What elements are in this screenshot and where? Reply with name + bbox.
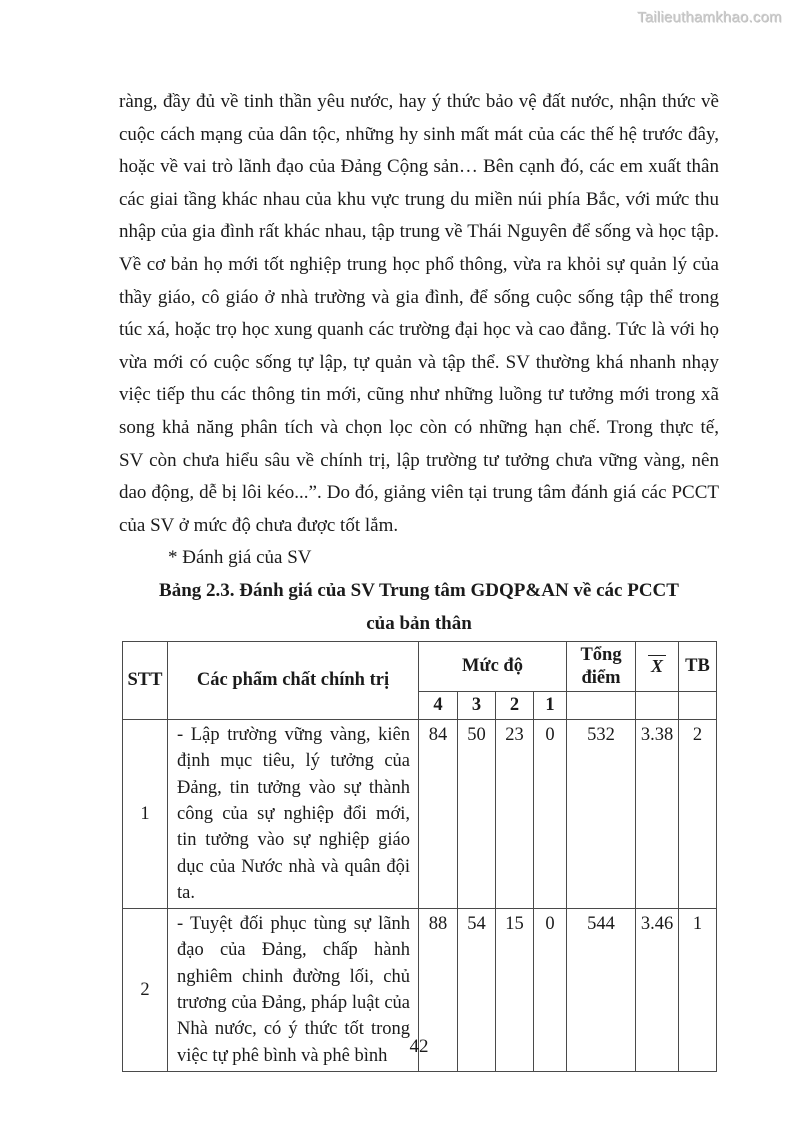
table-header-row-1 [123,642,717,692]
body-line: hoặc về vai trò lãnh đạo của Đảng Cộng sản… Bên cạnh đó, các em xuất thân [119,156,719,178]
cell-level-2: 23 [496,720,534,909]
cell-total: 532 [567,720,636,909]
header-level: Mức độ [419,642,567,692]
header-level-4: 4 [419,692,458,720]
body-line: SV còn chưa hiểu sâu về chính trị, lập trường tư tưởng chưa vững vàng, nên [119,449,719,471]
body-line: nhập của gia đình rất khác nhau, tập trung về Thái Nguyên để sống và học tập. [119,221,719,243]
cell-level-1: 0 [534,909,567,1072]
header-total: Tổng điểm [567,642,636,692]
header-level-1: 1 [534,692,567,720]
body-line: ràng, đầy đủ về tinh thần yêu nước, hay ý thức bảo vệ đất nước, nhận thức về [119,91,719,112]
table-caption-line1: Bảng 2.3. Đánh giá của SV Trung tâm GDQP&AN về các PCCT [159,579,679,601]
cell-mean: 3.38 [636,720,679,909]
body-line: thầy giáo, cô giáo ở nhà trường và gia đình, để sống cuộc sống tập thể trong [119,286,719,308]
header-mean [636,642,679,692]
empty-cell [636,692,679,720]
cell-mean: 3.46 [636,909,679,1072]
header-rank: TB [679,642,717,692]
cell-level-3: 54 [458,909,496,1072]
cell-quality: - Lập trường vững vàng, kiên định mục tiêu, lý tưởng của Đảng, tin tưởng vào sự thành công của sự nghiệp đổi mới, tin tưởng vào sự nghiệp giáo dục của Nước nhà và quân đội ta. [168,720,419,909]
cell-stt: 1 [123,720,168,909]
cell-total: 544 [567,909,636,1072]
cell-rank: 1 [679,909,717,1072]
subheading: * Đánh giá của SV [168,547,312,569]
body-line: của SV ở mức độ chưa được tốt lắm. [119,514,399,536]
cell-level-2: 15 [496,909,534,1072]
page-content [119,86,719,1072]
body-line: cuộc cách mạng của dân tộc, những hy sinh mất mát của các thế hệ trước đây, [119,123,719,145]
empty-cell [567,692,636,720]
body-line: dao động, dễ bị lôi kéo...”. Do đó, giảng viên tại trung tâm đánh giá các PCCT [119,482,719,504]
cell-stt: 2 [123,909,168,1072]
header-quality: Các phẩm chất chính trị [168,642,419,720]
cell-level-4: 88 [419,909,458,1072]
header-level-2: 2 [496,692,534,720]
body-line: song khả năng phân tích và chọn lọc còn có những hạn chế. Trong thực tế, [119,416,719,438]
table-row [123,720,717,909]
watermark: Tailieuthamkhao.com [637,9,782,26]
cell-quality: - Tuyệt đối phục tùng sự lãnh đạo của Đảng, chấp hành nghiêm chinh đường lối, chủ trương của Đảng, pháp luật của Nhà nước, có ý thức tốt trong việc tự phê bình và phê bình [168,909,419,1072]
cell-rank: 2 [679,720,717,909]
pcct-table [122,641,717,1072]
mean-symbol: X [648,655,666,677]
cell-level-4: 84 [419,720,458,909]
body-paragraph [119,86,719,542]
body-line: các giai tầng khác nhau của khu vực trung du miền núi phía Bắc, với mức thu [119,188,719,210]
body-line: Về cơ bản họ mới tốt nghiệp trung học phổ thông, vừa ra khỏi sự quản lý của [119,253,719,275]
cell-level-3: 50 [458,720,496,909]
empty-cell [679,692,717,720]
cell-level-1: 0 [534,720,567,909]
body-line: việc tiếp thu các thông tin mới, cũng như những luồng tư tưởng mới trong xã [119,384,719,406]
table-caption-line2: của bản thân [366,612,472,634]
body-line: vừa mới có cuộc sống tự lập, tự quản và tập thể. SV thường khá nhanh nhạy [119,351,719,373]
header-stt: STT [123,642,168,720]
page-number: 42 [409,1036,429,1057]
body-line: túc xá, hoặc trọ học xung quanh các trường đại học và cao đẳng. Tức là với họ [119,319,719,341]
header-level-3: 3 [458,692,496,720]
